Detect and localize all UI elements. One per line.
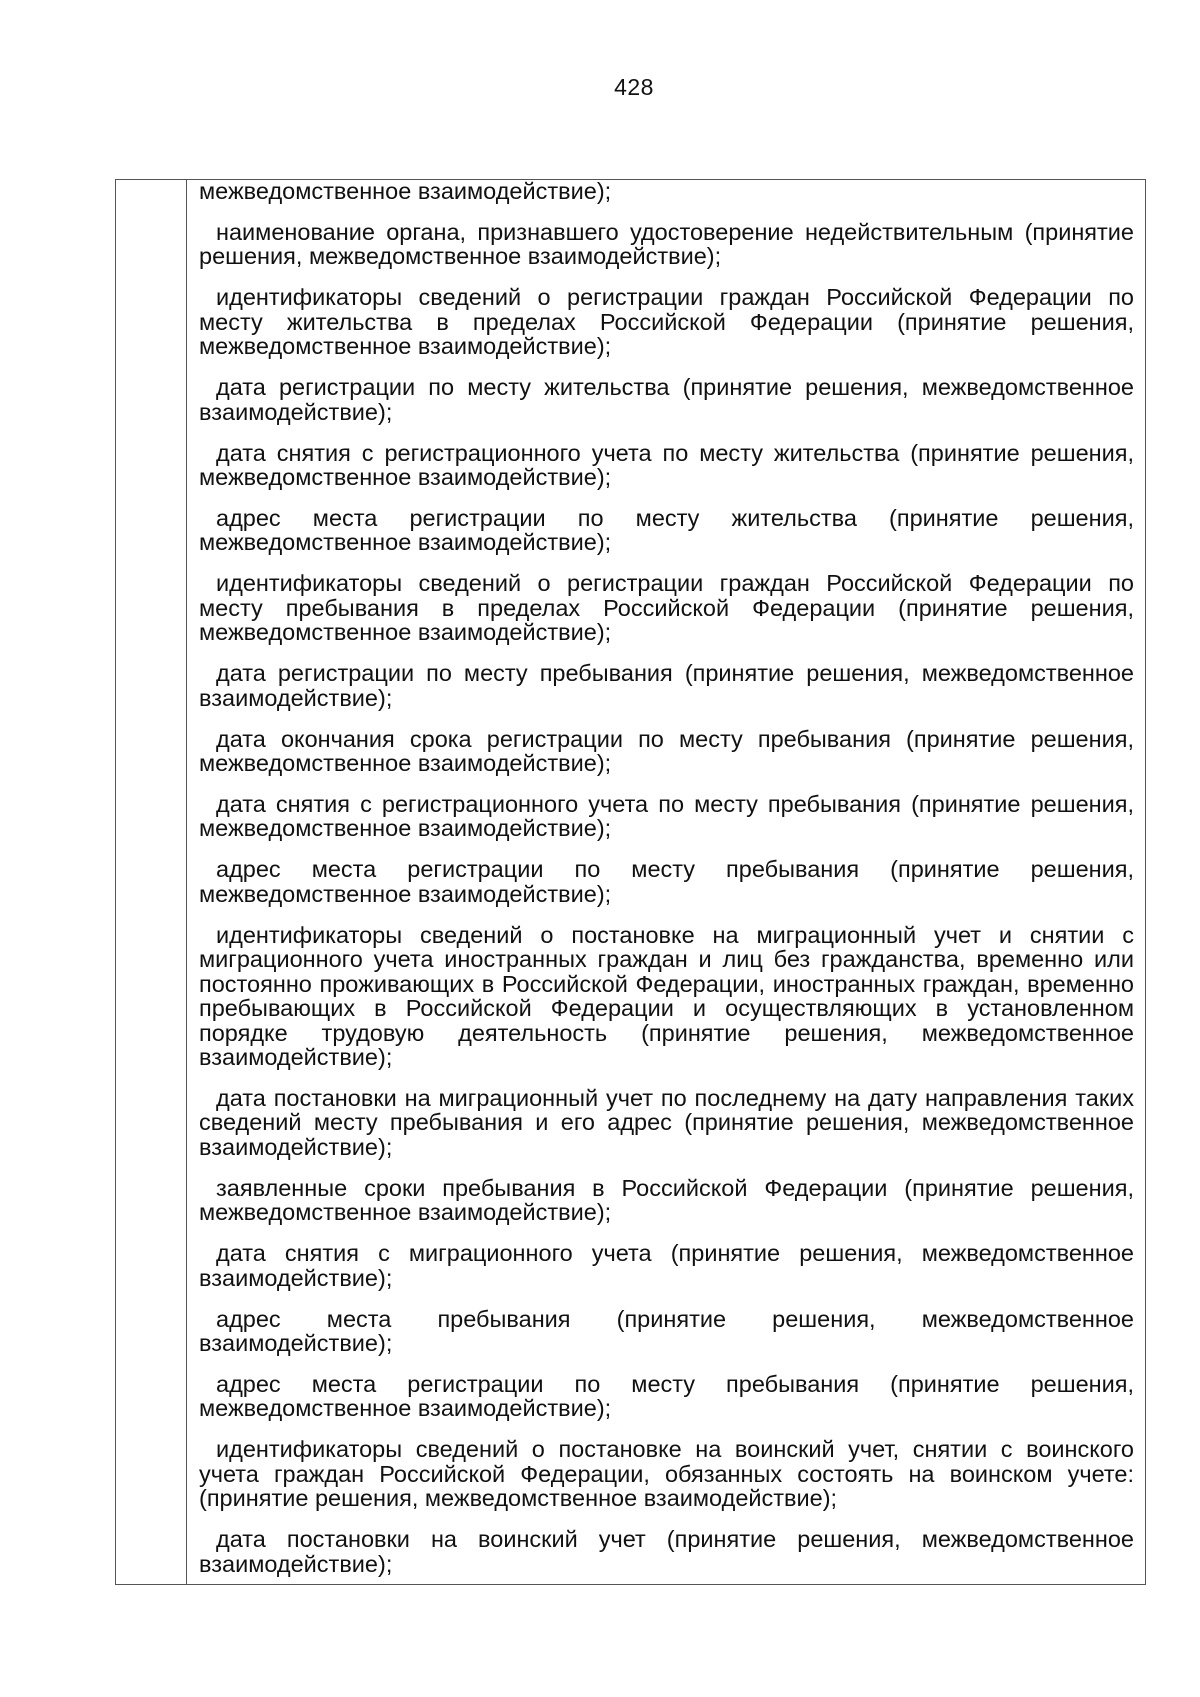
table-paragraph: дата окончания срока регистрации по месту пребывания (принятие решения, межведомственное взаимодействие); bbox=[199, 725, 1134, 777]
table-paragraph: дата снятия с регистрационного учета по месту жительства (принятие решения, межведомственное взаимодействие); bbox=[199, 439, 1134, 491]
table-paragraph: адрес места регистрации по месту пребывания (принятие решения, межведомственное взаимодействие); bbox=[199, 856, 1134, 907]
table-paragraph: адрес места регистрации по месту жительства (принятие решения, межведомственное взаимодействие); bbox=[199, 505, 1134, 556]
table-paragraph: дата снятия с миграционного учета (принятие решения, межведомственное взаимодействие); bbox=[199, 1240, 1134, 1291]
table-left-column bbox=[116, 180, 187, 1584]
table-paragraph: адрес места пребывания (принятие решения, межведомственное взаимодействие); bbox=[199, 1305, 1134, 1356]
table-paragraph: дата постановки на воинский учет (принятие решения, межведомственное взаимодействие); bbox=[199, 1526, 1134, 1577]
table-paragraph: дата регистрации по месту жительства (принятие решения, межведомственное взаимодействие); bbox=[199, 374, 1134, 425]
table-paragraph: межведомственное взаимодействие); bbox=[199, 180, 612, 204]
table-paragraph: дата снятия с регистрационного учета по месту пребывания (принятие решения, межведомственное взаимодействие); bbox=[199, 791, 1134, 842]
table-right-column bbox=[187, 180, 1145, 1584]
table-paragraph: идентификаторы сведений о постановке на миграционный учет и снятии с миграционного учета иностранных граждан и лиц без гражданства, временно или постоянно проживающих в Российской Федерации, иностранных граждан, временно пребывающих в Российской Федерации и осуществляющих в установленном порядке трудовую деятельность (принятие решения, межведомственное взаимодействие); bbox=[199, 921, 1134, 1070]
table-paragraph: заявленные сроки пребывания в Российской Федерации (принятие решения, межведомственное взаимодействие); bbox=[199, 1174, 1134, 1226]
table-paragraph: адрес места регистрации по месту пребывания (принятие решения, межведомственное взаимодействие); bbox=[199, 1370, 1134, 1422]
table-paragraph: идентификаторы сведений о постановке на воинский учет, снятии с воинского учета граждан Российской Федерации, обязанных состоять на воинском учете: (принятие решения, межведомственное взаимодействие); bbox=[199, 1436, 1134, 1512]
table-paragraph: идентификаторы сведений о регистрации граждан Российской Федерации по месту жительства в пределах Российской Федерации (принятие решения, межведомственное взаимодействие); bbox=[199, 284, 1134, 360]
table-paragraph: идентификаторы сведений о регистрации граждан Российской Федерации по месту пребывания в пределах Российской Федерации (принятие решения, межведомственное взаимодействие); bbox=[199, 570, 1134, 646]
table-paragraph: дата постановки на миграционный учет по последнему на дату направления таких сведений месту пребывания и его адрес (принятие решения, межведомственное взаимодействие); bbox=[199, 1084, 1134, 1160]
table-paragraph: дата регистрации по месту пребывания (принятие решения, межведомственное взаимодействие); bbox=[199, 660, 1134, 711]
document-table bbox=[115, 179, 1146, 1585]
table-paragraph: наименование органа, признавшего удостоверение недействительным (принятие решения, межведомственное взаимодействие); bbox=[199, 219, 1134, 270]
page-number: 428 bbox=[614, 74, 654, 100]
